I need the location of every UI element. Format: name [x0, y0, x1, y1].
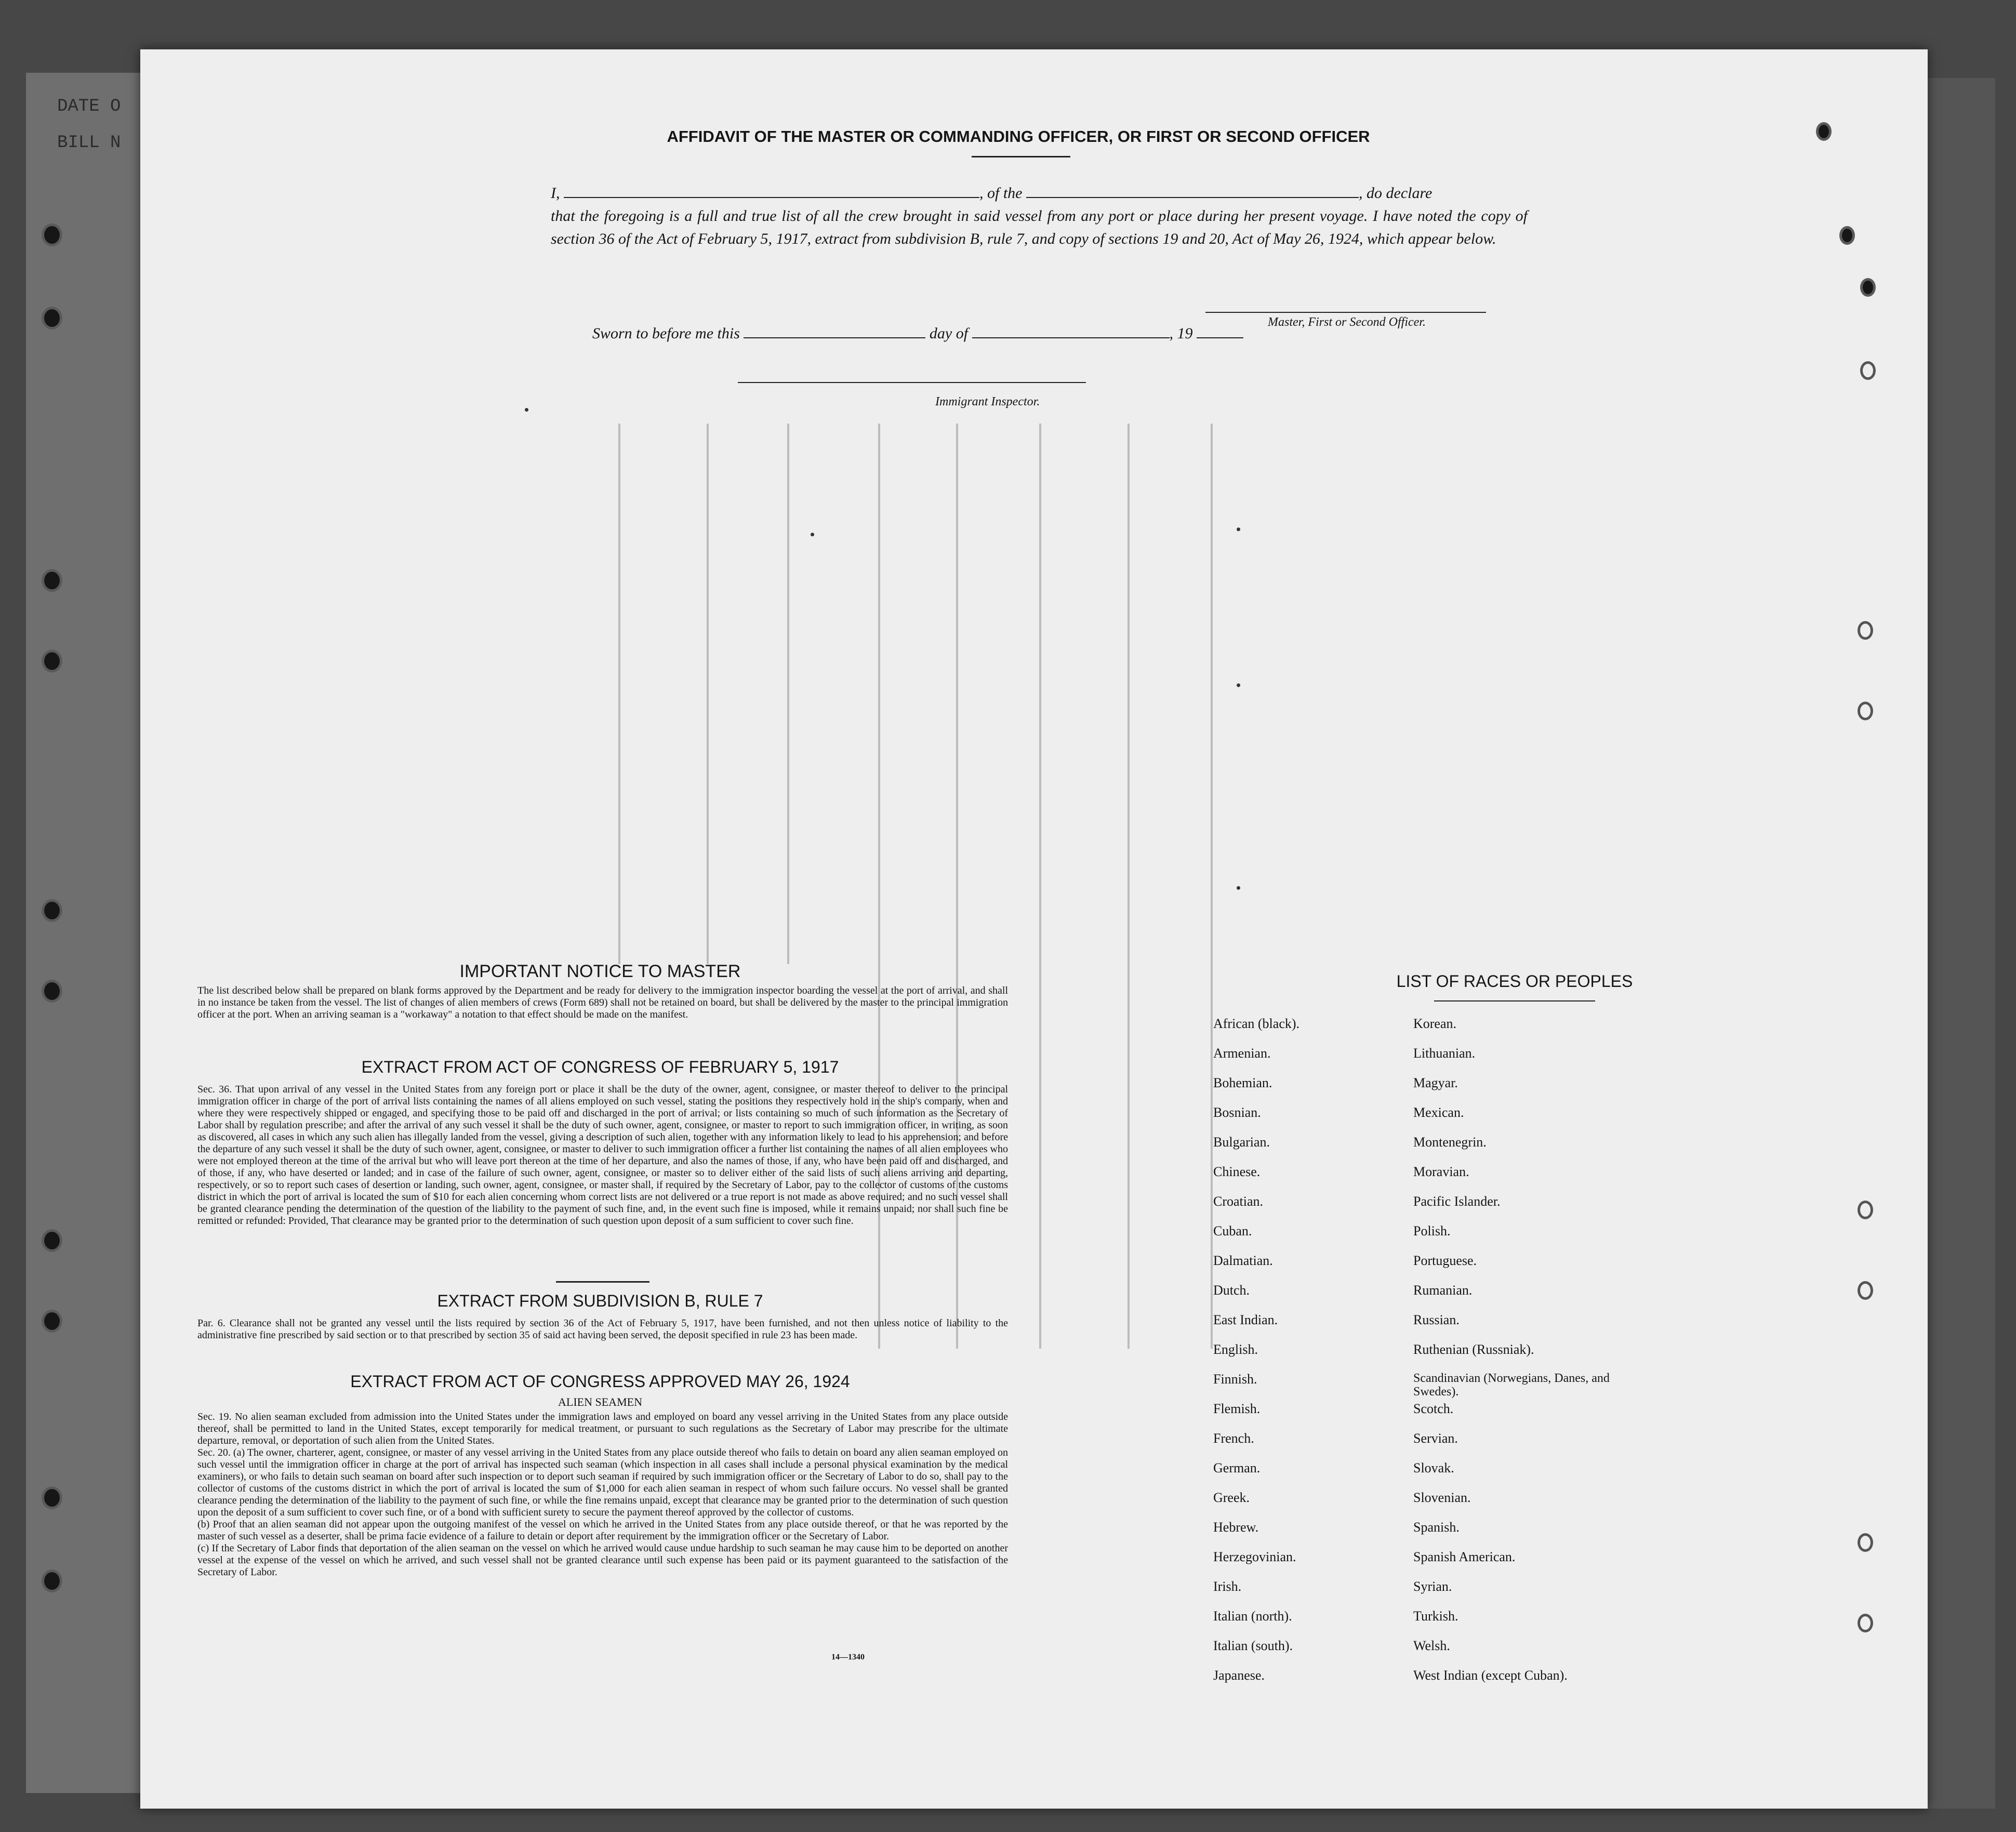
- affidavit-title: AFFIDAVIT OF THE MASTER OR COMMANDING OFFICER, OR FIRST OR SECOND OFFICER: [667, 127, 1370, 146]
- race-item: Scandinavian (Norwegians, Danes, and Swedes).: [1413, 1372, 1610, 1399]
- race-item: Slovenian.: [1413, 1490, 1471, 1505]
- bleed-through-line: [1211, 424, 1213, 1349]
- race-item: Turkish.: [1413, 1609, 1458, 1624]
- race-item: Ruthenian (Russniak).: [1413, 1342, 1534, 1357]
- binder-hole: [42, 980, 62, 1003]
- race-item: Hebrew.: [1213, 1520, 1259, 1535]
- races-left-column: [1213, 1016, 1299, 1697]
- binder-hole: [1816, 122, 1832, 141]
- race-item: German.: [1213, 1460, 1261, 1475]
- binder-hole: [42, 899, 62, 922]
- affidavit-body: that the foregoing is a full and true list of all the crew brought in said vessel from any port or place during her present voyage. I have noted the copy of section 36 of the Act of February 5, 1917, extract from subdivision B, rule 7, and copy of sections 19 and 20, Act of May 26, 1924, which appear below.: [551, 207, 1528, 247]
- race-item: Polish.: [1413, 1223, 1451, 1238]
- bleed-through-dot: [1237, 886, 1240, 890]
- margin-stamp-line2: BILL N: [57, 133, 121, 153]
- race-item: Portuguese.: [1413, 1253, 1477, 1268]
- sworn-year-blank[interactable]: [1197, 326, 1243, 338]
- race-item: Dutch.: [1213, 1283, 1250, 1298]
- race-item: Dalmatian.: [1213, 1253, 1273, 1268]
- rule7-body: Par. 6. Clearance shall not be granted any vessel until the lists required by section 36 of the Act of February 5, 1917, have been furnished, and not then unless notice of liability to the administrative fine prescribed by said section or to that prescribed by section 35 of said act having been served, the deposit specified in rule 23 has been made.: [197, 1317, 1008, 1341]
- extract-1924-sections: [197, 1411, 1008, 1578]
- race-item: Spanish.: [1413, 1520, 1460, 1535]
- affidavit-declaration: [551, 182, 1538, 251]
- inspector-signature-label: Immigrant Inspector.: [935, 395, 1040, 408]
- binder-hole: [42, 650, 62, 673]
- year-label: , 19: [1169, 325, 1193, 342]
- bleed-through-line: [618, 424, 620, 964]
- form-page: [140, 49, 1928, 1809]
- affidavit-of-the: , of the: [979, 184, 1023, 202]
- race-item: Scotch.: [1413, 1401, 1454, 1416]
- race-item: Bosnian.: [1213, 1105, 1261, 1120]
- affidavit-do-declare: , do declare: [1359, 184, 1433, 202]
- binder-hole: [1860, 361, 1876, 380]
- race-item: Bohemian.: [1213, 1075, 1272, 1090]
- race-item: Spanish American.: [1413, 1549, 1516, 1564]
- section-20a: Sec. 20. (a) The owner, charterer, agent, consignee, or master of any vessel arriving in the United States from any place outside thereof who fails to detain on board any alien seaman employed on such vessel until the immigration officer in charge at the port of arrival has inspected such seaman (which inspection in all cases shall include a personal physical examination by the medical examiners), or who fails to detain such seaman on board after such inspection or to deport such seaman if required by such immigration officer or the Secretary of Labor to do so, shall pay to the collector of customs of the customs district in which the port of arrival is located the sum of $1,000 for each alien seaman in respect of whom such failure occurs. No vessel shall be granted clearance pending the determination of the liability to the payment of such fine, or while the fine remains unpaid, except that clearance may be granted prior to the determination of such question upon the deposit of a sum sufficient to cover such fine, or of a bond with sufficient surety to secure the payment thereof approved by the collector of customs.: [197, 1447, 1008, 1518]
- race-item: Mexican.: [1413, 1105, 1464, 1120]
- alien-seamen-subtitle: ALIEN SEAMEN: [558, 1395, 642, 1408]
- binder-hole: [1858, 1201, 1873, 1219]
- race-item: Montenegrin.: [1413, 1135, 1487, 1150]
- bleed-through-dot: [1237, 683, 1240, 687]
- race-item: Rumanian.: [1413, 1283, 1473, 1298]
- notice-title: IMPORTANT NOTICE TO MASTER: [459, 961, 741, 981]
- binder-hole: [42, 1229, 62, 1252]
- sworn-day-blank[interactable]: [744, 326, 925, 338]
- race-item: Japanese.: [1213, 1668, 1265, 1683]
- race-item: Irish.: [1213, 1579, 1242, 1594]
- right-edge-sheet: [1917, 78, 1995, 1809]
- races-right-column: [1413, 1016, 1611, 1697]
- binder-hole: [42, 1570, 62, 1592]
- race-item: East Indian.: [1213, 1312, 1278, 1327]
- bleed-through-dot: [1237, 528, 1240, 531]
- sworn-month-blank[interactable]: [972, 326, 1170, 338]
- race-item: Syrian.: [1413, 1579, 1452, 1594]
- binder-hole: [42, 1310, 62, 1333]
- bleed-through-line: [787, 424, 789, 964]
- margin-stamp: [57, 88, 121, 161]
- rule7-title: EXTRACT FROM SUBDIVISION B, RULE 7: [437, 1291, 763, 1310]
- notice-body: The list described below shall be prepared on blank forms approved by the Department and be ready for delivery to the immigration inspector boarding the vessel at the port of arrival, and shall in no instance be taken from the vessel. The list of changes of alien members of crews (Form 689) shall not be retained on board, but shall be delivered by the master to the principal immigration officer at the port. When an arriving seaman is a "workaway" a notation to that effect should be made on the manifest.: [197, 985, 1008, 1020]
- races-title: LIST OF RACES OR PEOPLES: [1396, 972, 1633, 991]
- left-margin-strip: [26, 73, 151, 1793]
- binder-hole: [1858, 1281, 1873, 1300]
- race-item: Cuban.: [1213, 1223, 1252, 1238]
- race-item: Magyar.: [1413, 1075, 1458, 1090]
- master-signature-line[interactable]: [1205, 312, 1486, 313]
- race-item: Italian (north).: [1213, 1609, 1292, 1624]
- races-title-divider: [1434, 1000, 1595, 1001]
- race-item: Welsh.: [1413, 1638, 1450, 1653]
- sworn-line: [592, 325, 1243, 342]
- form-number: 14—1340: [831, 1653, 865, 1662]
- race-item: Armenian.: [1213, 1046, 1271, 1061]
- race-item: Bulgarian.: [1213, 1135, 1270, 1150]
- binder-hole: [1858, 1533, 1873, 1552]
- race-item: English.: [1213, 1342, 1258, 1357]
- race-item: Croatian.: [1213, 1194, 1264, 1209]
- race-item: West Indian (except Cuban).: [1413, 1668, 1568, 1683]
- bleed-through-line: [1039, 424, 1041, 1349]
- binder-hole: [42, 1486, 62, 1509]
- race-item: Moravian.: [1413, 1164, 1469, 1179]
- race-item: Slovak.: [1413, 1460, 1454, 1475]
- section-19: Sec. 19. No alien seaman excluded from admission into the United States under the immigration laws and employed on board any vessel arriving in the United States from any place outside thereof, shall be permitted to land in the United States, except temporarily for medical treatment, or pursuant to such regulations as the Secretary of Labor may prescribe for the ultimate departure, removal, or deportation of such alien from the United States.: [197, 1411, 1008, 1446]
- race-item: Lithuanian.: [1413, 1046, 1476, 1061]
- binder-hole: [42, 307, 62, 330]
- binder-hole: [1858, 1614, 1873, 1632]
- race-item: French.: [1213, 1431, 1254, 1446]
- race-item: Chinese.: [1213, 1164, 1261, 1179]
- extract-1924-title: EXTRACT FROM ACT OF CONGRESS APPROVED MAY 26, 1924: [350, 1372, 850, 1391]
- race-item: Herzegovinian.: [1213, 1549, 1296, 1564]
- race-item: Finnish.: [1213, 1372, 1257, 1387]
- binder-hole: [42, 569, 62, 592]
- binder-hole: [1858, 702, 1873, 720]
- name-blank[interactable]: [564, 186, 979, 198]
- section-20b: (b) Proof that an alien seaman did not appear upon the outgoing manifest of the vessel on which he arrived in the United States from any place outside thereof, or that he was reported by the master of such vessel as a deserter, shall be prima facie evidence of a failure to detain or deport after requirement by the immigration officer or the Secretary of Labor.: [197, 1519, 1008, 1542]
- bleed-through-dot: [811, 533, 814, 536]
- affidavit-i: I,: [551, 184, 560, 202]
- binder-hole: [1860, 278, 1876, 297]
- race-item: Pacific Islander.: [1413, 1194, 1501, 1209]
- race-item: African (black).: [1213, 1016, 1300, 1031]
- extract-1917-body: Sec. 36. That upon arrival of any vessel in the United States from any foreign port or place it shall be the duty of the owner, agent, consignee, or master thereof to deliver to the principal immigration officer in charge of the port of arrival lists containing the names of all aliens employed on such vessel, stating the positions they respectively hold in the ship's company, when and where they were respectively shipped or engaged, and specifying those to be paid off and discharged in the port of arrival; or lists containing so much of such information as the Secretary of Labor shall by regulation prescribe; and after the arrival of any such vessel it shall be the duty of such owner, agent, consignee, or master to report to such immigration officer, in writing, as soon as discovered, all cases in which any such alien has illegally landed from the vessel, giving a description of such alien, together with any information likely to lead to his apprehension; and before the departure of any such vessel it shall be the duty of such owner, agent, consignee, or master to deliver to such immigration officer a further list containing the names of all alien employees who were not employed thereon at the time of the arrival but who will leave port thereon at the time of her departure, and also the names of those, if any, who have been paid off and discharged, and of those, if any, who have deserted or landed; and in case of the failure of such owner, agent, consignee, or master so to deliver either of the said lists of such aliens arriving and departing, respectively, or so to report such cases of desertion or landing, such owner, agent, consignee, or master shall, if required by the Secretary of Labor, pay to the collector of customs of the customs district in which the port of arrival is located the sum of $10 for each alien concerning whom correct lists are not delivered or a true report is not made as above required; and no such vessel shall be granted clearance pending the determination of the question of the liability to the payment of such fine, and, in the event such fine is imposed, while it remains unpaid; nor shall such fine be remitted or refunded: Provided, That clearance may be granted prior to the determination of such question upon deposit of a sum sufficient to cover such fine.: [197, 1084, 1008, 1227]
- master-signature-label: Master, First or Second Officer.: [1268, 315, 1426, 329]
- vessel-blank[interactable]: [1026, 186, 1359, 198]
- sworn-label: Sworn to before me this: [592, 325, 740, 342]
- binder-hole: [42, 223, 62, 246]
- inspector-signature-line[interactable]: [738, 382, 1086, 383]
- race-item: Russian.: [1413, 1312, 1460, 1327]
- race-item: Greek.: [1213, 1490, 1250, 1505]
- day-of-label: day of: [929, 325, 969, 342]
- race-item: Italian (south).: [1213, 1638, 1293, 1653]
- section-20c: (c) If the Secretary of Labor finds that deportation of the alien seaman on the vessel on which he arrived would cause undue hardship to such seaman he may cause him to be deported on another vessel at the expense of the vessel on which he arrived, and such vessel shall not be granted clearance until such expense has been paid or its payment guaranteed to the satisfaction of the Secretary of Labor.: [197, 1543, 1008, 1578]
- section-divider: [556, 1281, 649, 1283]
- race-item: Korean.: [1413, 1016, 1457, 1031]
- race-item: Servian.: [1413, 1431, 1458, 1446]
- bleed-through-line: [1128, 424, 1130, 1349]
- extract-1917-title: EXTRACT FROM ACT OF CONGRESS OF FEBRUARY 5, 1917: [361, 1058, 839, 1076]
- bleed-through-dot: [525, 408, 528, 412]
- binder-hole: [1839, 226, 1855, 245]
- title-divider: [972, 156, 1070, 157]
- bleed-through-line: [707, 424, 709, 964]
- race-item: Flemish.: [1213, 1401, 1261, 1416]
- binder-hole: [1858, 621, 1873, 640]
- margin-stamp-line1: DATE O: [57, 97, 121, 116]
